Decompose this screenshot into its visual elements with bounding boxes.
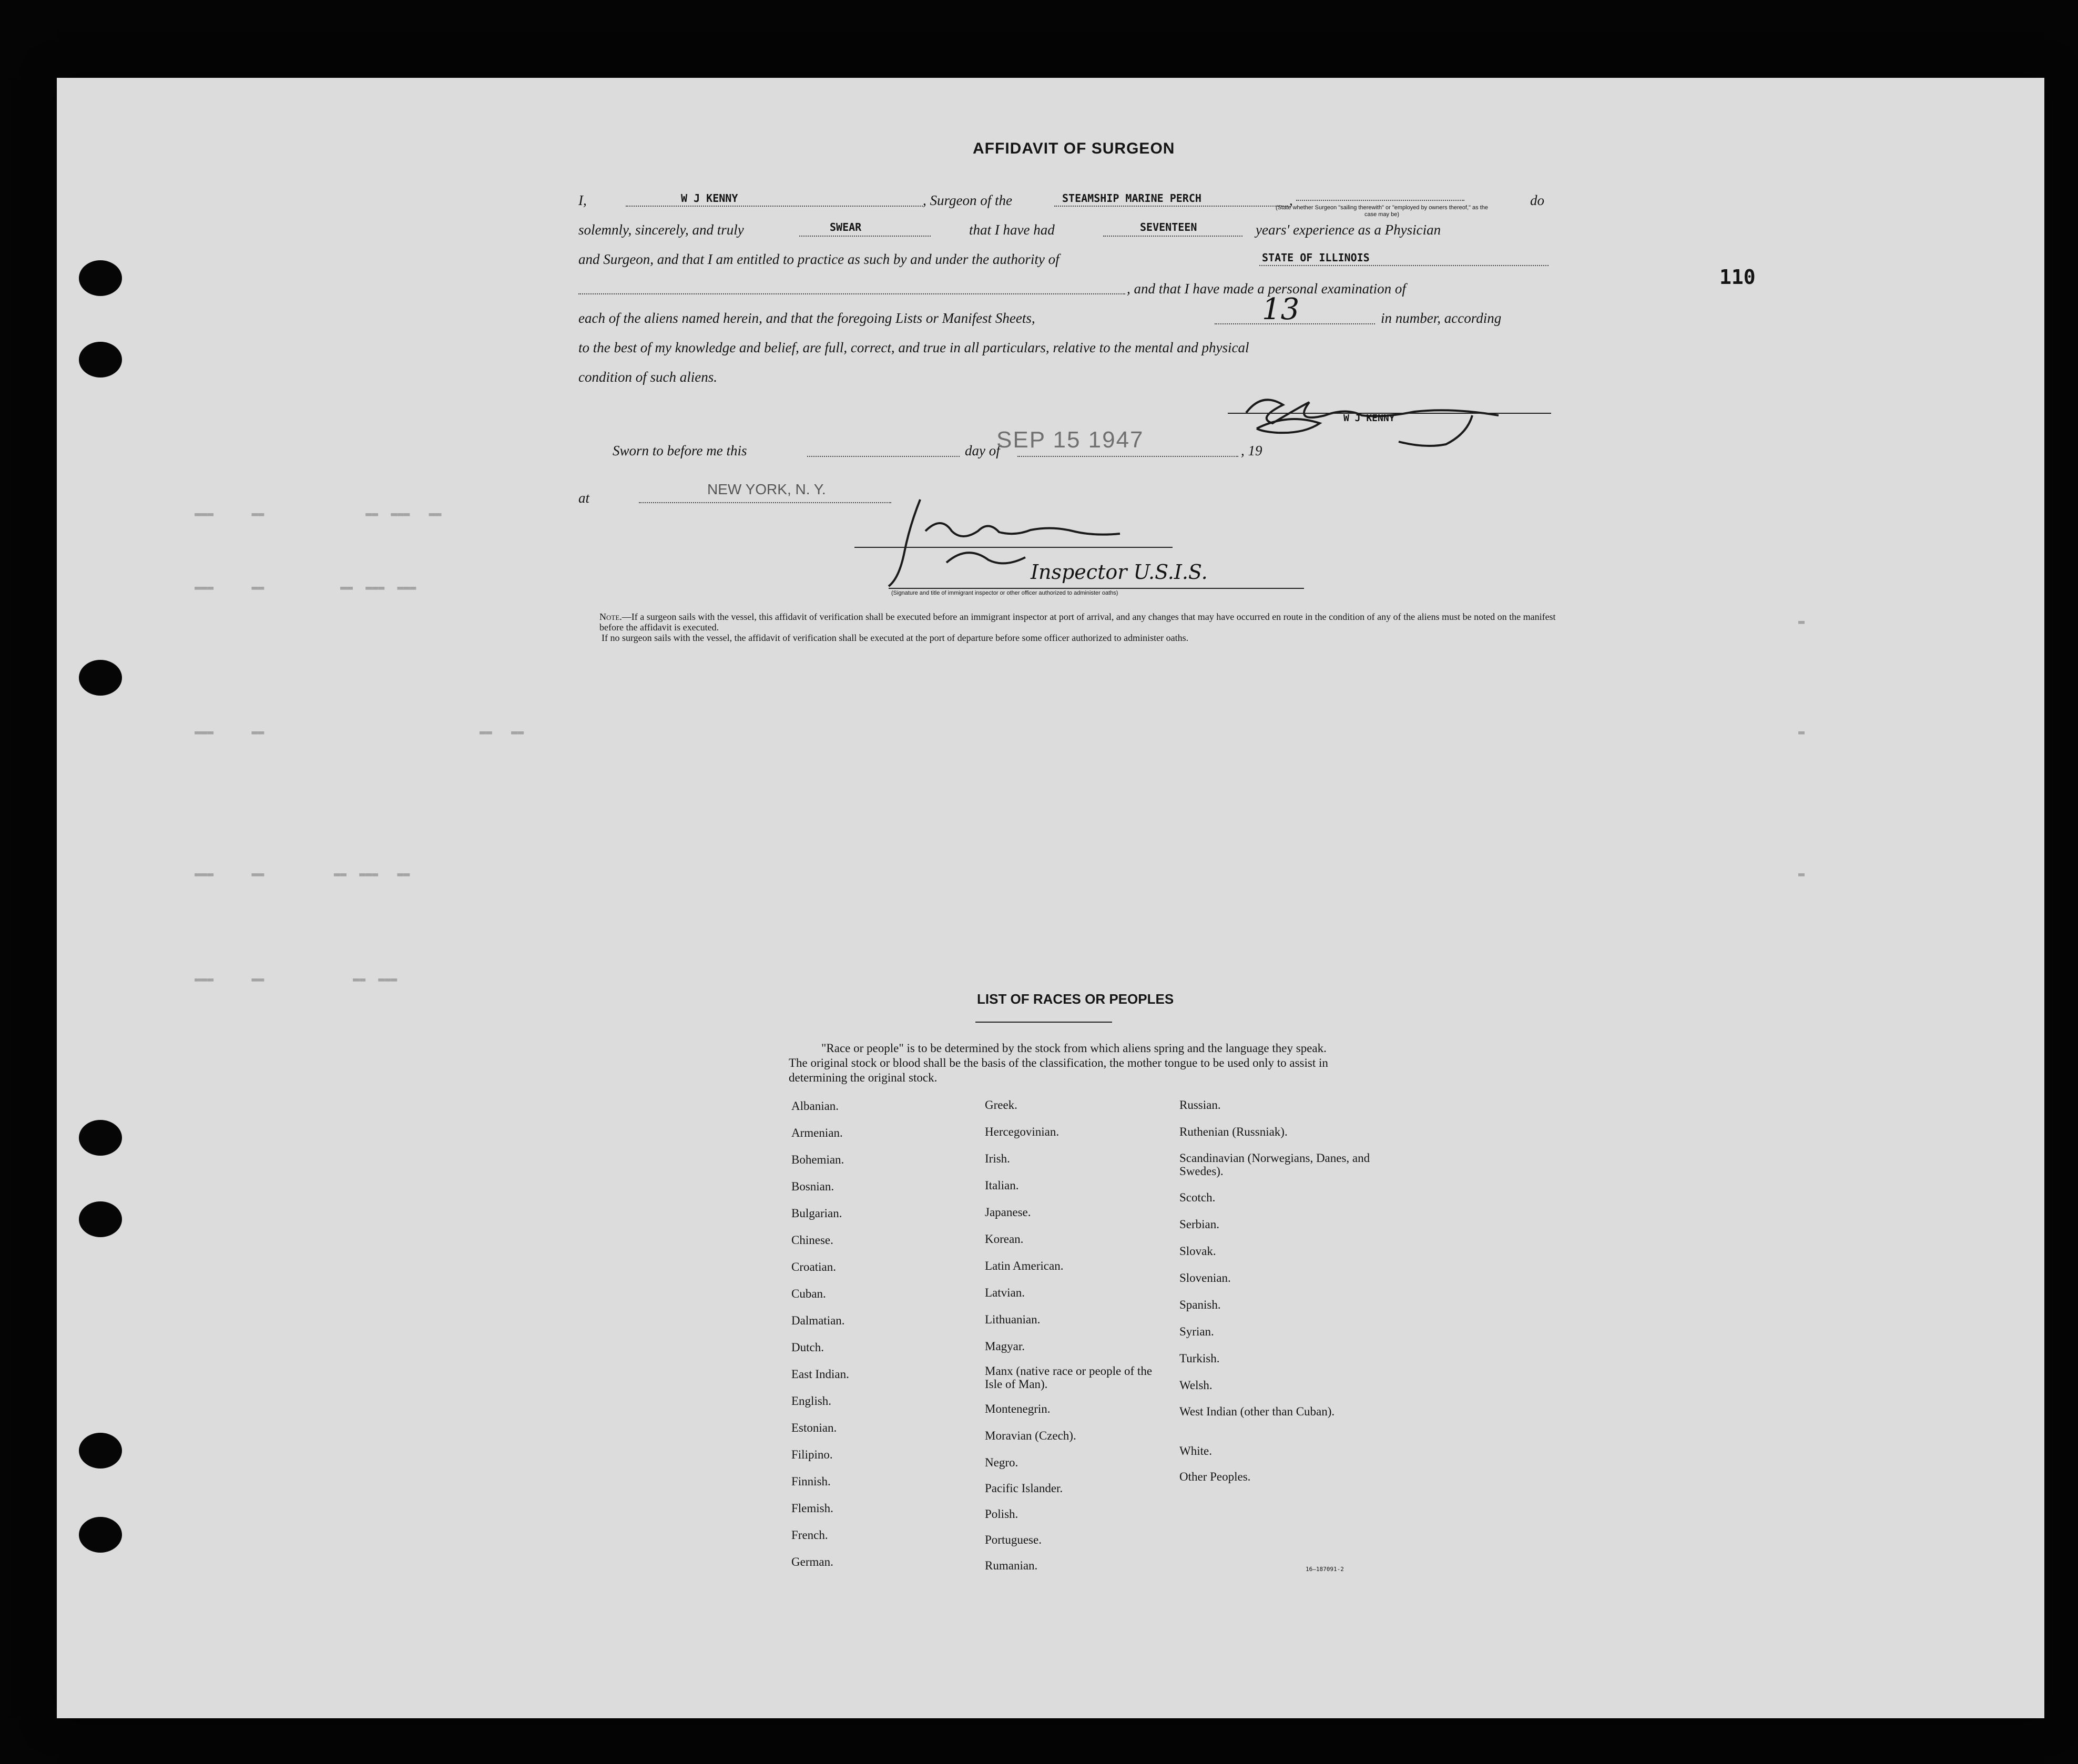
- race-item: Bulgarian.: [791, 1207, 842, 1220]
- date-stamp: SEP 15 1947: [996, 427, 1144, 453]
- bleed-through-row: ▬: [1798, 868, 1805, 880]
- affidavit-text: condition of such aliens.: [578, 369, 717, 385]
- affidavit-text: I,: [578, 192, 587, 208]
- bleed-through-row: ▬▬▬ ▬▬ ▬▬ ▬▬: [195, 726, 524, 738]
- races-title: LIST OF RACES OR PEOPLES: [977, 991, 1174, 1007]
- authority-fill: STATE OF ILLINOIS: [1262, 251, 1370, 264]
- races-title-rule: [975, 1022, 1112, 1023]
- race-item: Welsh.: [1179, 1379, 1213, 1392]
- race-item: Dutch.: [791, 1341, 824, 1354]
- race-item: Ruthenian (Russniak).: [1179, 1125, 1288, 1138]
- race-item: Lithuanian.: [985, 1313, 1041, 1326]
- vessel-name-fill: STEAMSHIP MARINE PERCH: [1062, 192, 1201, 205]
- race-item: Magyar.: [985, 1340, 1025, 1353]
- sworn-day-blank: [807, 456, 960, 457]
- race-item: German.: [791, 1555, 833, 1568]
- manifest-page: [57, 78, 2044, 1718]
- race-item: Russian.: [1179, 1098, 1221, 1112]
- oath-blank: [799, 236, 931, 237]
- sworn-text: , 19: [1241, 443, 1262, 458]
- sworn-text: day of: [965, 443, 1000, 458]
- races-intro: "Race or people" is to be determined by the stock from which aliens spring and the language they speak. The original stock or blood shall be the basis of the classification, the mother tongue to be used only to assist in determining the original stock.: [789, 1042, 1328, 1084]
- race-item: Albanian.: [791, 1099, 839, 1113]
- race-item: Finnish.: [791, 1475, 831, 1488]
- race-item: Estonian.: [791, 1421, 837, 1434]
- affidavit-text: years' experience as a Physician: [1256, 222, 1441, 238]
- race-item: Rumanian.: [985, 1559, 1038, 1572]
- inspector-line-1: [854, 547, 1173, 548]
- affidavit-text: to the best of my knowledge and belief, are full, correct, and true in all particulars, relative to the mental and physical: [578, 340, 1249, 355]
- binder-hole: [79, 342, 122, 378]
- bleed-through-row: ▬: [1798, 615, 1805, 628]
- race-item: Bosnian.: [791, 1180, 834, 1193]
- form-code: 16—187091-2: [1306, 1566, 1344, 1573]
- sworn-text: at: [578, 490, 590, 506]
- note-label: Note.: [599, 611, 622, 622]
- affidavit-text: solemnly, sincerely, and truly: [578, 222, 744, 238]
- inspector-title: Inspector U.S.I.S.: [1031, 560, 1208, 584]
- years-blank: [1103, 236, 1242, 237]
- race-item: Hercegovinian.: [985, 1125, 1060, 1138]
- binder-hole: [79, 660, 122, 696]
- race-item: Polish.: [985, 1507, 1018, 1521]
- surgeon-status-caption: (State whether Surgeon "sailing therewith" or "employed by owners thereof," as the case may be): [1276, 205, 1488, 218]
- race-item: Manx (native race or people of the Isle of Man).: [985, 1364, 1153, 1391]
- binder-hole: [79, 260, 122, 296]
- binder-hole: [79, 1120, 122, 1156]
- race-item: Turkish.: [1179, 1352, 1220, 1365]
- race-item: Slovenian.: [1179, 1271, 1231, 1284]
- vessel-blank: [1054, 206, 1288, 207]
- race-item: Other Peoples.: [1179, 1470, 1251, 1483]
- authority-blank-2: [578, 293, 1125, 294]
- race-item: Dalmatian.: [791, 1314, 845, 1327]
- race-item: Montenegrin.: [985, 1402, 1051, 1415]
- race-item: White.: [1179, 1444, 1212, 1457]
- race-item: Bohemian.: [791, 1153, 844, 1166]
- race-item: Flemish.: [791, 1502, 833, 1515]
- race-item: Slovak.: [1179, 1245, 1216, 1258]
- race-item: Portuguese.: [985, 1533, 1042, 1546]
- race-item: West Indian (other than Cuban).: [1179, 1405, 1335, 1418]
- place-stamp: NEW YORK, N. Y.: [707, 481, 826, 497]
- race-item: Filipino.: [791, 1448, 833, 1461]
- affidavit-text: , Surgeon of the: [923, 192, 1012, 208]
- note-p2: If no surgeon sails with the vessel, the affidavit of verification shall be executed at the port of departure before some officer authorized to administer oaths.: [602, 633, 1189, 643]
- sworn-month-blank: [1017, 456, 1238, 457]
- surgeon-name-fill: W J KENNY: [681, 192, 738, 205]
- race-item: Negro.: [985, 1456, 1018, 1469]
- race-item: Serbian.: [1179, 1218, 1220, 1231]
- race-item: Chinese.: [791, 1233, 833, 1247]
- authority-blank: [1259, 265, 1549, 266]
- bleed-through-row: ▬▬▬ ▬▬ ▬▬ ▬▬▬ ▬▬: [195, 868, 410, 880]
- race-item: Greek.: [985, 1098, 1017, 1112]
- race-item: Scotch.: [1179, 1191, 1216, 1204]
- surgeon-status-blank: [1296, 200, 1464, 201]
- affidavit-text: each of the aliens named herein, and that the foregoing Lists or Manifest Sheets,: [578, 310, 1035, 326]
- race-item: Latvian.: [985, 1286, 1025, 1299]
- race-item: Pacific Islander.: [985, 1482, 1063, 1495]
- affidavit-text: ,: [1289, 192, 1293, 208]
- race-item: Syrian.: [1179, 1325, 1214, 1338]
- race-item: Irish.: [985, 1152, 1010, 1165]
- sheets-fill: 13: [1262, 292, 1300, 327]
- name-blank: [626, 206, 923, 207]
- race-item: Croatian.: [791, 1260, 836, 1273]
- race-item: Italian.: [985, 1179, 1019, 1192]
- note-block: [599, 611, 1556, 643]
- affidavit-text: and Surgeon, and that I am entitled to practice as such by and under the authority of: [578, 251, 1060, 267]
- document-title: AFFIDAVIT OF SURGEON: [973, 140, 1175, 157]
- race-item: East Indian.: [791, 1368, 849, 1381]
- bleed-through-row: ▬▬▬ ▬▬ ▬▬ ▬▬▬ ▬▬: [195, 507, 442, 520]
- affidavit-text: do: [1530, 192, 1544, 208]
- sworn-text: Sworn to before me this: [613, 443, 747, 458]
- race-item: Korean.: [985, 1232, 1024, 1246]
- bleed-through-row: ▬▬▬ ▬▬ ▬▬ ▬▬▬: [195, 973, 398, 985]
- bleed-through-row: ▬: [1798, 726, 1805, 738]
- binder-hole: [79, 1433, 122, 1469]
- bleed-through-row: ▬▬▬ ▬▬ ▬▬ ▬▬▬ ▬▬▬: [195, 581, 416, 594]
- race-item: Latin American.: [985, 1259, 1064, 1272]
- affidavit-text: that I have had: [969, 222, 1055, 238]
- inspector-line-2: [889, 588, 1304, 589]
- binder-hole: [79, 1517, 122, 1553]
- race-item: Cuban.: [791, 1287, 826, 1300]
- affidavit-text: in number, according: [1381, 310, 1502, 326]
- note-p1: —If a surgeon sails with the vessel, this affidavit of verification shall be executed before an immigrant inspector at port of arrival, and any changes that may have occurred en route in the condition of any of the aliens must be noted on the manifest before the affidavit is executed.: [599, 611, 1556, 633]
- years-fill: SEVENTEEN: [1140, 221, 1197, 233]
- page-number: 110: [1719, 266, 1756, 289]
- oath-fill: SWEAR: [830, 221, 862, 233]
- race-item: Japanese.: [985, 1206, 1031, 1219]
- surgeon-signature-name: W J KENNY: [1343, 413, 1395, 424]
- race-item: Armenian.: [791, 1126, 843, 1139]
- race-item: Moravian (Czech).: [985, 1429, 1076, 1442]
- race-item: French.: [791, 1528, 828, 1542]
- binder-hole: [79, 1201, 122, 1237]
- race-item: English.: [791, 1394, 832, 1408]
- sworn-place-blank: [639, 502, 891, 503]
- race-item: Scandinavian (Norwegians, Danes, and Swedes).: [1179, 1151, 1370, 1178]
- race-item: Spanish.: [1179, 1298, 1221, 1311]
- affidavit-text: , and that I have made a personal examination of: [1127, 281, 1406, 297]
- inspector-caption: (Signature and title of immigrant inspector or other officer authorized to administer oaths): [891, 590, 1118, 596]
